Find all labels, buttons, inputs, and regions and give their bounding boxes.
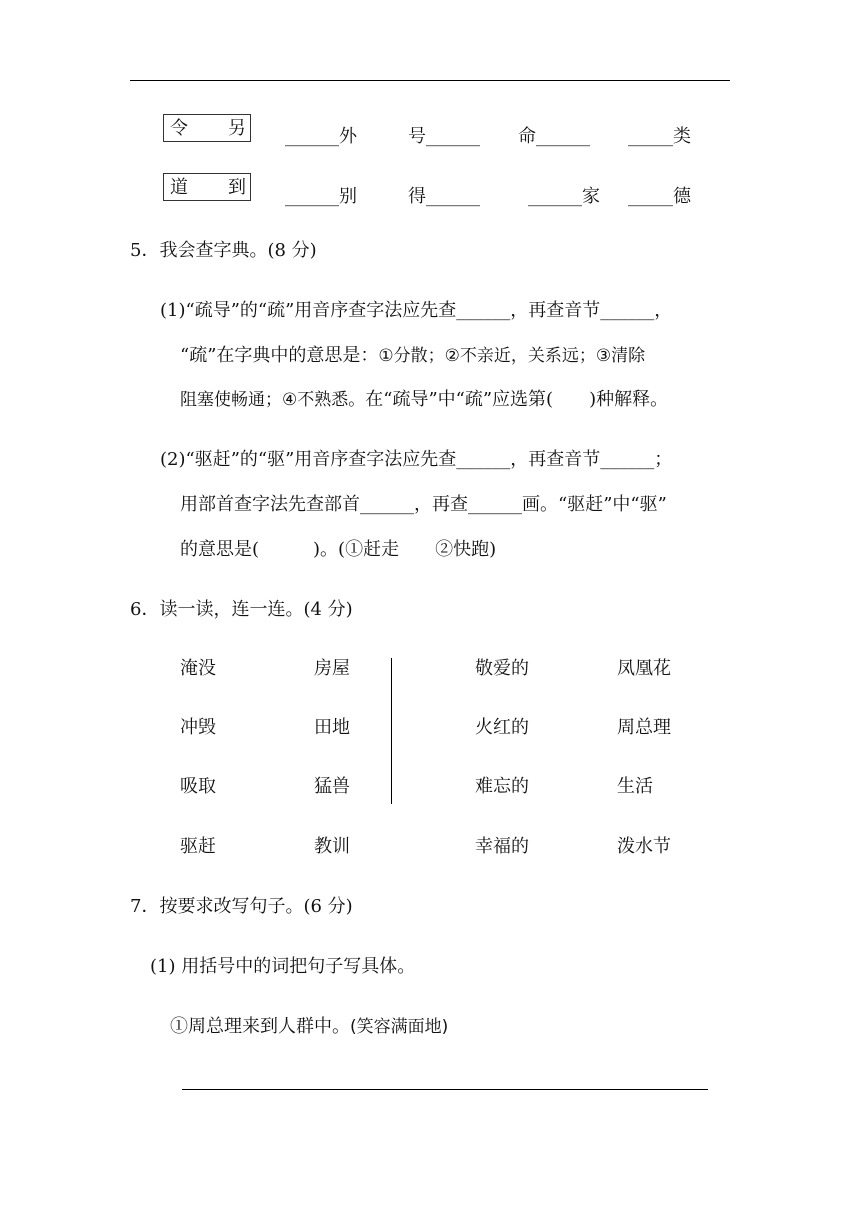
question-text: [180, 341, 645, 367]
box-char: 道: [170, 177, 188, 198]
blank-item: 得______: [408, 186, 480, 207]
definition-text: 阻塞使畅通；④不熟悉。: [180, 390, 366, 410]
match-word: 驱赶: [180, 836, 216, 857]
match-word: 敬爱的: [475, 658, 529, 679]
question-text: 用部首查字法先查部首______，再查______画。“驱赶”中“驱”: [180, 494, 667, 515]
match-word: 猛兽: [314, 776, 350, 797]
answer-line: [182, 1089, 708, 1090]
question-heading: 5．我会查字典。(8 分): [130, 240, 317, 261]
match-word: 教训: [314, 836, 350, 857]
match-word: 生活: [617, 776, 653, 797]
text-segment: “疏”在字典中的意思是：: [180, 345, 379, 366]
match-word: 房屋: [314, 658, 350, 679]
match-word: 淹没: [180, 658, 216, 679]
blank-item: ______别: [285, 186, 357, 207]
match-word: 周总理: [617, 717, 671, 738]
blank-item: ______外: [285, 126, 357, 147]
definition-text: ①分散；②不亲近，关系远；③清除: [378, 346, 646, 366]
blank-item: _____德: [628, 186, 691, 207]
match-word: 火红的: [475, 717, 529, 738]
box-char: 另: [228, 118, 246, 139]
blank-item: 号______: [408, 126, 480, 147]
word-pair-box: [163, 114, 251, 142]
question-text: (1)“疏导”的“疏”用音序查字法应先查______，再查音节______，: [160, 300, 673, 321]
match-word: 田地: [314, 717, 350, 738]
header-rule: [130, 80, 730, 81]
question-heading: 6．读一读，连一连。(4 分): [130, 599, 353, 620]
question-heading: 7．按要求改写句子。(6 分): [130, 896, 353, 917]
question-text: [170, 1012, 448, 1038]
match-word: 幸福的: [475, 836, 529, 857]
blank-item: 命______: [518, 126, 590, 147]
match-word: 吸取: [180, 776, 216, 797]
text-segment: ①周总理来到人群中。: [170, 1016, 350, 1037]
question-text: (1) 用括号中的词把句子写具体。: [150, 956, 416, 977]
word-pair-box: [163, 173, 251, 201]
question-text: (2)“驱赶”的“驱”用音序查字法应先查______，再查音节______；: [160, 449, 673, 470]
box-char: 到: [228, 177, 246, 198]
column-divider: [391, 658, 392, 804]
match-word: 凤凰花: [617, 658, 671, 679]
text-segment: 在“疏导”中“疏”应选第( )种解释。: [365, 389, 669, 410]
question-text: 的意思是( )。(①赶走 ②快跑): [180, 539, 497, 560]
blank-item: ______家: [528, 186, 600, 207]
hint-text: (笑容满面地): [350, 1017, 449, 1037]
match-word: 冲毁: [180, 717, 216, 738]
box-char: 令: [170, 118, 188, 139]
blank-item: _____类: [628, 126, 691, 147]
match-word: 泼水节: [617, 836, 671, 857]
question-text: [180, 385, 668, 411]
match-word: 难忘的: [475, 776, 529, 797]
